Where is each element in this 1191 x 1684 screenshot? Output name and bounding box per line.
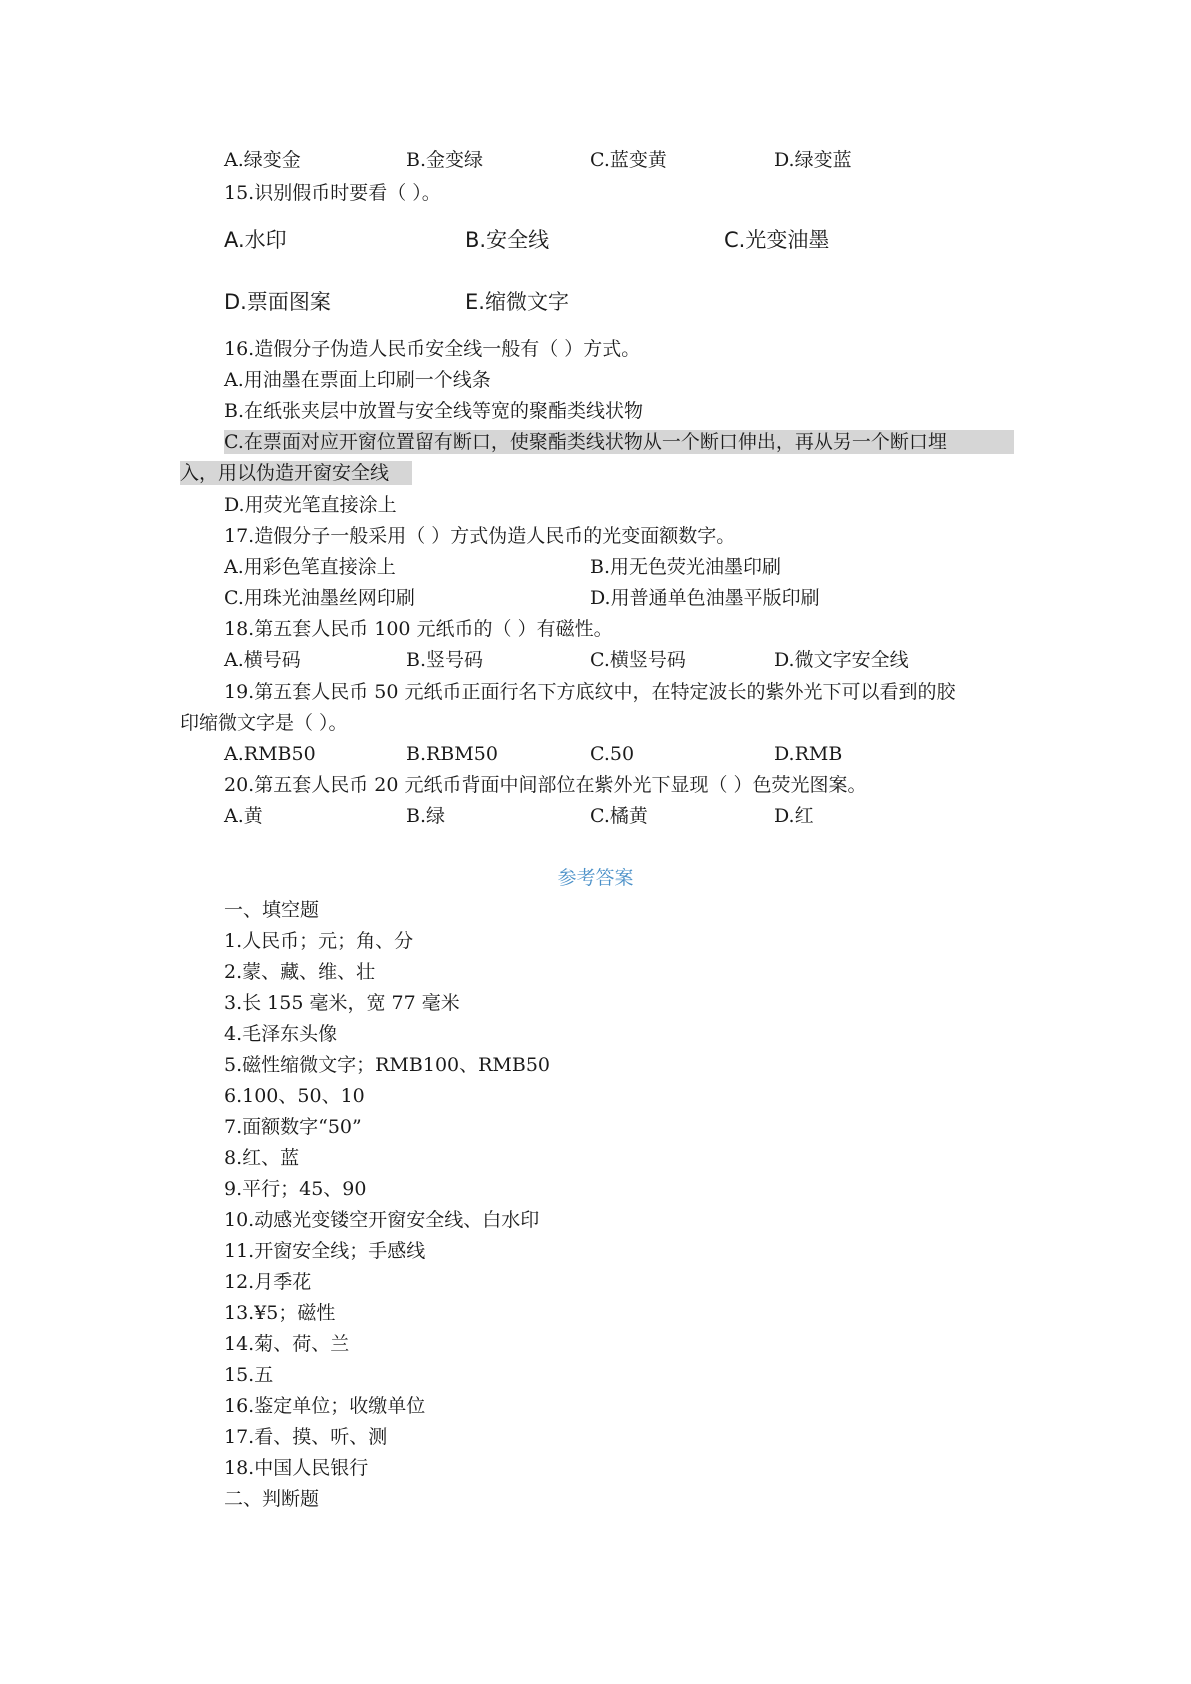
q16-option-b: B.在纸张夹层中放置与安全线等宽的聚酯类线状物 <box>224 400 644 422</box>
q15-option-a: A.水印 <box>224 228 287 252</box>
answer-item: 6.100、50、10 <box>224 1085 365 1107</box>
q19-question-line2: 印缩微文字是（ ）。 <box>180 712 348 734</box>
answers-heading: 参考答案 <box>557 867 634 889</box>
answer-item: 14.菊、荷、兰 <box>224 1333 350 1355</box>
q18-question: 18.第五套人民币 100 元纸币的（ ）有磁性。 <box>224 618 613 640</box>
answer-item: 10.动感光变镂空开窗安全线、白水印 <box>224 1209 540 1231</box>
answer-item: 8.红、蓝 <box>224 1147 300 1169</box>
answer-item: 18.中国人民银行 <box>224 1457 369 1479</box>
answer-item: 12.月季花 <box>224 1271 312 1293</box>
answers-section2-heading: 二、判断题 <box>224 1488 320 1510</box>
q20-option-d: D.红 <box>774 805 814 827</box>
q14-option-d: D.绿变蓝 <box>774 149 852 171</box>
q17-option-a: A.用彩色笔直接涂上 <box>224 556 396 578</box>
q20-option-c: C.橘黄 <box>590 805 648 827</box>
answer-item: 3.长 155 毫米，宽 77 毫米 <box>224 992 460 1014</box>
answer-item: 16.鉴定单位；收缴单位 <box>224 1395 426 1417</box>
q15-question: 15.识别假币时要看（ ）。 <box>224 182 441 204</box>
q16-option-c-line2: 入，用以伪造开窗安全线 <box>180 461 412 485</box>
q19-option-b: B.RBM50 <box>406 743 498 765</box>
q18-option-a: A.横号码 <box>224 649 301 671</box>
answer-item: 4.毛泽东头像 <box>224 1023 338 1045</box>
answer-item: 13.¥5；磁性 <box>224 1302 336 1324</box>
q16-option-d: D.用荧光笔直接涂上 <box>224 494 397 516</box>
q20-question: 20.第五套人民币 20 元纸币背面中间部位在紫外光下显现（ ）色荧光图案。 <box>224 774 867 796</box>
q19-option-d: D.RMB <box>774 743 843 765</box>
q15-option-d: D.票面图案 <box>224 290 331 314</box>
q14-option-a: A.绿变金 <box>224 149 301 171</box>
q19-option-a: A.RMB50 <box>224 743 316 765</box>
q17-option-d: D.用普通单色油墨平版印刷 <box>590 587 820 609</box>
q17-option-b: B.用无色荧光油墨印刷 <box>590 556 782 578</box>
answer-item: 17.看、摸、听、测 <box>224 1426 388 1448</box>
q16-question: 16.造假分子伪造人民币安全线一般有（ ）方式。 <box>224 338 641 360</box>
q15-option-e: E.缩微文字 <box>465 290 569 314</box>
q16-option-a: A.用油墨在票面上印刷一个线条 <box>224 369 491 391</box>
q18-option-d: D.微文字安全线 <box>774 649 909 671</box>
q19-option-c: C.50 <box>590 743 635 765</box>
answer-item: 5.磁性缩微文字；RMB100、RMB50 <box>224 1054 551 1076</box>
answer-item: 15.五 <box>224 1364 274 1386</box>
q17-question: 17.造假分子一般采用（ ）方式伪造人民币的光变面额数字。 <box>224 525 736 547</box>
q20-option-a: A.黄 <box>224 805 263 827</box>
answer-item: 1.人民币；元；角、分 <box>224 930 414 952</box>
q16-option-c-line1: C.在票面对应开窗位置留有断口，使聚酯类线状物从一个断口伸出，再从另一个断口埋 <box>224 430 1014 454</box>
q15-option-b: B.安全线 <box>465 228 550 252</box>
answer-item: 9.平行；45、90 <box>224 1178 367 1200</box>
answer-item: 7.面额数字“50” <box>224 1116 362 1138</box>
answer-item: 11.开窗安全线；手感线 <box>224 1240 426 1262</box>
q14-option-c: C.蓝变黄 <box>590 149 667 171</box>
q17-option-c: C.用珠光油墨丝网印刷 <box>224 587 415 609</box>
answers-section1-heading: 一、填空题 <box>224 899 320 921</box>
q14-option-b: B.金变绿 <box>406 149 484 171</box>
q15-option-c: C.光变油墨 <box>724 228 830 252</box>
answer-item: 2.蒙、藏、维、壮 <box>224 961 376 983</box>
q19-question-line1: 19.第五套人民币 50 元纸币正面行名下方底纹中，在特定波长的紫外光下可以看到的胶 <box>224 681 956 703</box>
q20-option-b: B.绿 <box>406 805 446 827</box>
q18-option-c: C.横竖号码 <box>590 649 686 671</box>
q18-option-b: B.竖号码 <box>406 649 484 671</box>
